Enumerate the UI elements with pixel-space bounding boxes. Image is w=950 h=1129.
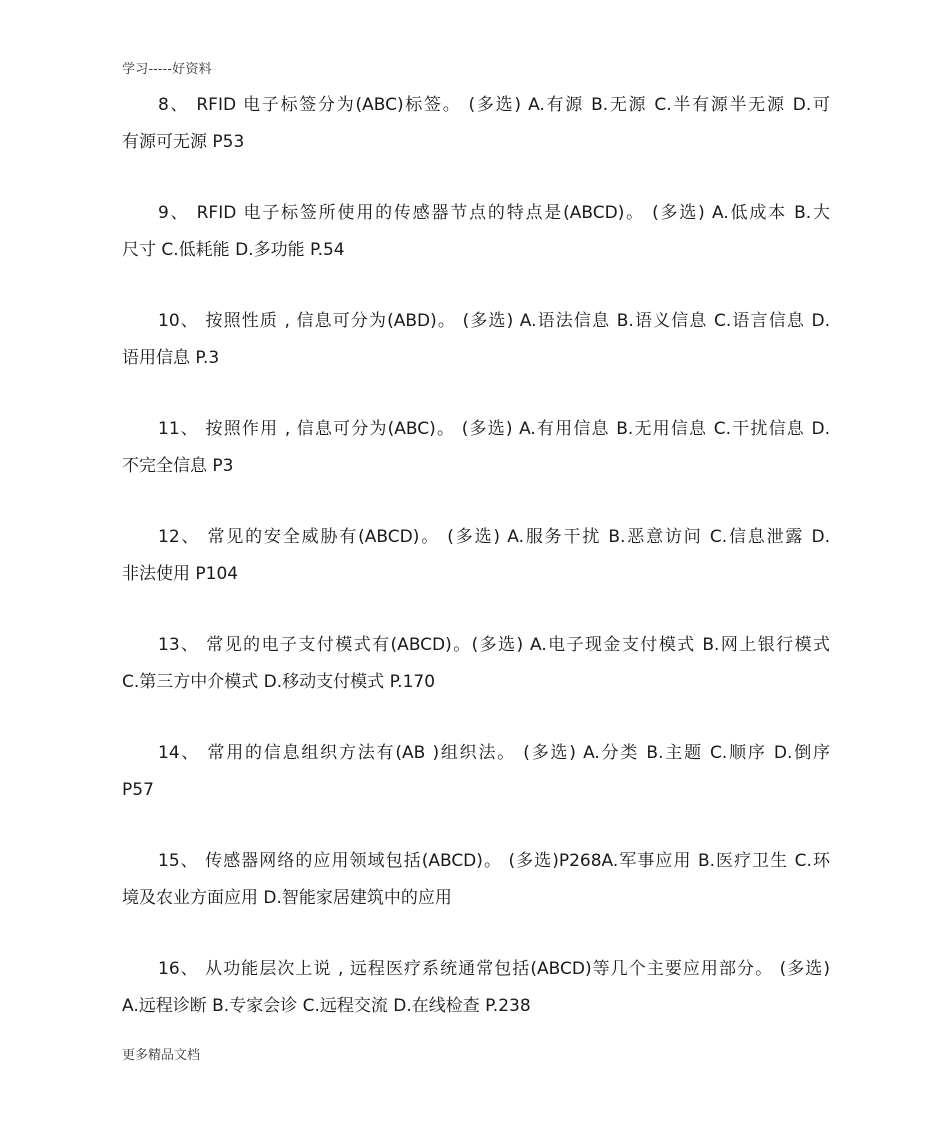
question-text-line: 8、 RFID 电子标签分为(ABC)标签。 (多选) A.有源 B.无源 C.半有源半无源 D.可 — [158, 95, 830, 115]
question-text-continuation: 非法使用 P104 — [122, 564, 239, 584]
question-item — [122, 951, 830, 1025]
question-text-continuation: 境及农业方面应用 D.智能家居建筑中的应用 — [122, 888, 452, 908]
question-item — [122, 411, 830, 485]
question-text-continuation: 不完全信息 P3 — [122, 456, 234, 476]
question-text-line: 9、 RFID 电子标签所使用的传感器节点的特点是(ABCD)。 (多选) A.低成本 B.大 — [158, 203, 830, 223]
question-text-line: 12、 常见的安全威胁有(ABCD)。 (多选) A.服务干扰 B.恶意访问 C.信息泄露 D. — [158, 527, 830, 547]
question-item — [122, 87, 830, 161]
question-text-continuation: 有源可无源 P53 — [122, 132, 245, 152]
page-footer: 更多精品文档 — [122, 1048, 201, 1063]
question-text-continuation: P57 — [122, 780, 154, 800]
question-item — [122, 627, 830, 701]
question-text-line: 14、 常用的信息组织方法有(AB )组织法。 (多选) A.分类 B.主题 C.顺序 D.倒序 — [158, 743, 830, 763]
question-text-line: 16、 从功能层次上说 , 远程医疗系统通常包括(ABCD)等几个主要应用部分。 (多选) — [158, 959, 830, 979]
question-text-line: 15、 传感器网络的应用领域包括(ABCD)。 (多选)P268A.军事应用 B.医疗卫生 C.环 — [158, 851, 830, 871]
question-text-line: 10、 按照性质 , 信息可分为(ABD)。 (多选) A.语法信息 B.语义信息 C.语言信息 D. — [158, 311, 830, 331]
question-item — [122, 519, 830, 593]
question-text-line: 13、 常见的电子支付模式有(ABCD)。(多选) A.电子现金支付模式 B.网上银行模式 — [158, 635, 830, 655]
question-text-continuation: A.远程诊断 B.专家会诊 C.远程交流 D.在线检查 P.238 — [122, 996, 531, 1016]
question-text-line: 11、 按照作用 , 信息可分为(ABC)。 (多选) A.有用信息 B.无用信息 C.干扰信息 D. — [158, 419, 830, 439]
question-item — [122, 843, 830, 917]
question-text-continuation: 语用信息 P.3 — [122, 348, 220, 368]
question-text-continuation: 尺寸 C.低耗能 D.多功能 P.54 — [122, 240, 345, 260]
page-header: 学习-----好资料 — [122, 62, 212, 77]
question-item — [122, 195, 830, 269]
question-item — [122, 735, 830, 809]
question-item — [122, 303, 830, 377]
question-text-continuation: C.第三方中介模式 D.移动支付模式 P.170 — [122, 672, 436, 692]
